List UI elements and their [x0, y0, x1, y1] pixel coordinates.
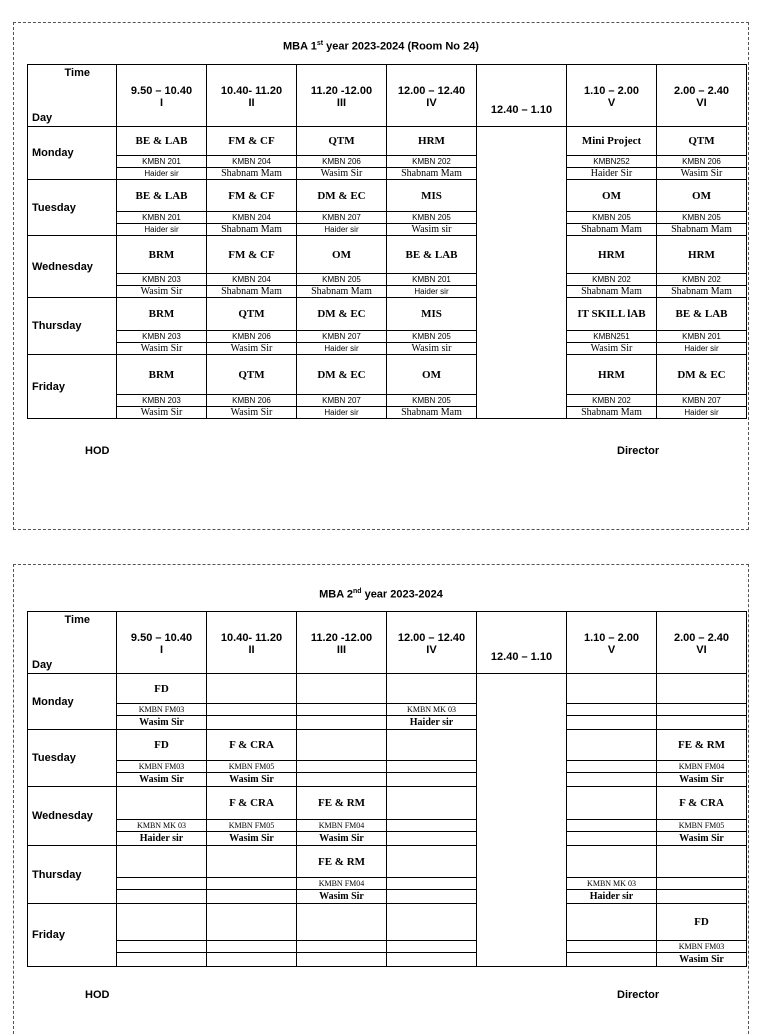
teacher-cell: Haider sir [567, 890, 657, 904]
subject-cell: DM & EC [297, 298, 387, 331]
subject-cell: QTM [207, 355, 297, 395]
teacher-cell: Haider sir [297, 224, 387, 236]
subject-cell: OM [387, 355, 477, 395]
course-code-cell: KMBN 203 [117, 274, 207, 286]
day-label-tuesday: Tuesday [28, 730, 117, 787]
time-slot-header: 1.10 – 2.00 [567, 65, 657, 97]
course-code-cell: KMBN MK 03 [567, 878, 657, 890]
teacher-cell: Shabnam Mam [657, 224, 747, 236]
teacher-cell: Wasim sir [387, 343, 477, 355]
teacher-cell: Wasim Sir [657, 168, 747, 180]
time-slot-header: 11.20 -12.00 [297, 612, 387, 644]
time-slot-header: 9.50 – 10.40 [117, 612, 207, 644]
course-code-cell: KMBN FM05 [207, 761, 297, 773]
day-label-wednesday: Wednesday [28, 787, 117, 846]
time-slot-header: 1.10 – 2.00 [567, 612, 657, 644]
course-code-cell: KMBN FM04 [297, 878, 387, 890]
subject-cell: FM & CF [207, 127, 297, 156]
teacher-cell [117, 890, 207, 904]
subject-cell: QTM [297, 127, 387, 156]
teacher-cell [117, 953, 207, 967]
teacher-cell: Wasim Sir [207, 343, 297, 355]
teacher-cell: Wasim Sir [117, 773, 207, 787]
course-code-cell [297, 941, 387, 953]
course-code-cell [567, 761, 657, 773]
teacher-cell: Haider sir [387, 716, 477, 730]
course-code-cell: KMBN FM03 [117, 761, 207, 773]
subject-cell: MIS [387, 180, 477, 212]
subject-cell [117, 904, 207, 941]
course-code-cell: KMBN 202 [657, 274, 747, 286]
teacher-cell: Wasim Sir [207, 832, 297, 846]
teacher-cell: Wasim Sir [117, 407, 207, 419]
teacher-cell: Wasim Sir [567, 343, 657, 355]
day-label-monday: Monday [28, 674, 117, 730]
course-code-cell [387, 941, 477, 953]
subject-cell: HRM [657, 236, 747, 274]
course-code-cell: KMBN252 [567, 156, 657, 168]
course-code-cell [207, 878, 297, 890]
course-code-cell: KMBN FM05 [207, 820, 297, 832]
course-code-cell: KMBN 204 [207, 156, 297, 168]
teacher-cell [387, 890, 477, 904]
period-number-header: III [297, 97, 387, 127]
subject-cell: OM [567, 180, 657, 212]
course-code-cell: KMBN 201 [657, 331, 747, 343]
time-slot-header: 2.00 – 2.40 [657, 612, 747, 644]
time-label: Time [64, 614, 90, 626]
period-number-header: V [567, 97, 657, 127]
subject-cell: FM & CF [207, 180, 297, 212]
subject-cell: HRM [387, 127, 477, 156]
time-slot-header: 9.50 – 10.40 [117, 65, 207, 97]
course-code-cell: KMBN 206 [207, 395, 297, 407]
subject-cell [387, 904, 477, 941]
subject-cell: FE & RM [297, 787, 387, 820]
subject-cell: BRM [117, 298, 207, 331]
teacher-cell: Haider sir [387, 286, 477, 298]
subject-cell [567, 674, 657, 704]
time-slot-header: 12.00 – 12.40 [387, 65, 477, 97]
course-code-cell: KMBN 205 [297, 274, 387, 286]
teacher-cell: Shabnam Mam [387, 407, 477, 419]
subject-cell: FE & RM [657, 730, 747, 761]
subject-cell [207, 846, 297, 878]
course-code-cell [297, 704, 387, 716]
subject-cell: F & CRA [207, 730, 297, 761]
course-code-cell: KMBN 205 [387, 212, 477, 224]
timetable-title: MBA 2nd year 2023-2024 [319, 588, 443, 601]
course-code-cell: KMBN 205 [387, 395, 477, 407]
course-code-cell [657, 704, 747, 716]
time-slot-header: 10.40- 11.20 [207, 65, 297, 97]
subject-cell: BRM [117, 355, 207, 395]
course-code-cell: KMBN 206 [297, 156, 387, 168]
day-label-friday: Friday [28, 355, 117, 419]
subject-cell [567, 846, 657, 878]
teacher-cell [387, 953, 477, 967]
subject-cell: Mini Project [567, 127, 657, 156]
teacher-cell: Wasim Sir [207, 773, 297, 787]
course-code-cell [567, 820, 657, 832]
subject-cell: FD [117, 674, 207, 704]
timetable-title: MBA 1st year 2023-2024 (Room No 24) [283, 40, 479, 53]
course-code-cell: KMBN FM04 [657, 761, 747, 773]
subject-cell: QTM [207, 298, 297, 331]
course-code-cell: KMBN FM05 [657, 820, 747, 832]
subject-cell: OM [657, 180, 747, 212]
teacher-cell: Shabnam Mam [207, 168, 297, 180]
subject-cell [207, 904, 297, 941]
course-code-cell [567, 704, 657, 716]
timetable-grid [27, 64, 747, 419]
subject-cell: OM [297, 236, 387, 274]
subject-cell [387, 846, 477, 878]
course-code-cell: KMBN 207 [297, 395, 387, 407]
teacher-cell: Wasim Sir [207, 407, 297, 419]
period-number-header: IV [387, 644, 477, 674]
lunch-break-slot: 12.40 – 1.10 [477, 612, 567, 674]
teacher-cell [207, 953, 297, 967]
course-code-cell: KMBN 201 [117, 212, 207, 224]
timetable-mba-1st-year [13, 22, 749, 530]
subject-cell [297, 730, 387, 761]
day-label-thursday: Thursday [28, 298, 117, 355]
teacher-cell: Shabnam Mam [207, 286, 297, 298]
time-day-corner-cell [28, 65, 117, 127]
course-code-cell: KMBN 207 [297, 331, 387, 343]
director-signature-label: Director [617, 445, 660, 457]
course-code-cell: KMBN 207 [657, 395, 747, 407]
subject-cell: QTM [657, 127, 747, 156]
time-label: Time [64, 67, 90, 79]
director-signature-label: Director [617, 989, 660, 1001]
teacher-cell: Wasim Sir [657, 773, 747, 787]
subject-cell: FE & RM [297, 846, 387, 878]
subject-cell: BE & LAB [117, 127, 207, 156]
teacher-cell: Wasim sir [387, 224, 477, 236]
teacher-cell: Wasim Sir [117, 716, 207, 730]
subject-cell [387, 787, 477, 820]
course-code-cell [387, 878, 477, 890]
teacher-cell [387, 832, 477, 846]
teacher-cell: Shabnam Mam [657, 286, 747, 298]
day-label: Day [32, 112, 53, 124]
course-code-cell: KMBN 201 [117, 156, 207, 168]
period-number-header: I [117, 97, 207, 127]
teacher-cell: Haider sir [117, 832, 207, 846]
teacher-cell [387, 773, 477, 787]
hod-signature-label: HOD [85, 989, 110, 1001]
teacher-cell: Shabnam Mam [387, 168, 477, 180]
teacher-cell: Haider sir [117, 168, 207, 180]
time-day-corner-cell [28, 612, 117, 674]
subject-cell [567, 730, 657, 761]
time-slot-header: 10.40- 11.20 [207, 612, 297, 644]
course-code-cell: KMBN 201 [387, 274, 477, 286]
teacher-cell [567, 773, 657, 787]
teacher-cell: Shabnam Mam [567, 224, 657, 236]
period-number-header: VI [657, 97, 747, 127]
period-number-header: IV [387, 97, 477, 127]
subject-cell [297, 674, 387, 704]
teacher-cell [657, 890, 747, 904]
timetable-grid [27, 611, 747, 967]
teacher-cell: Haider Sir [567, 168, 657, 180]
course-code-cell [567, 941, 657, 953]
course-code-cell [117, 878, 207, 890]
subject-cell: HRM [567, 355, 657, 395]
subject-cell [657, 674, 747, 704]
subject-cell [567, 904, 657, 941]
course-code-cell: KMBN251 [567, 331, 657, 343]
teacher-cell: Shabnam Mam [567, 407, 657, 419]
teacher-cell [567, 953, 657, 967]
course-code-cell: KMBN 203 [117, 331, 207, 343]
subject-cell: F & CRA [657, 787, 747, 820]
teacher-cell: Wasim Sir [297, 832, 387, 846]
course-code-cell: KMBN MK 03 [117, 820, 207, 832]
subject-cell [207, 674, 297, 704]
teacher-cell: Haider sir [657, 343, 747, 355]
course-code-cell: KMBN 202 [567, 395, 657, 407]
subject-cell: HRM [567, 236, 657, 274]
course-code-cell: KMBN 206 [207, 331, 297, 343]
timetable-mba-2nd-year [13, 564, 749, 1034]
teacher-cell: Wasim Sir [297, 890, 387, 904]
teacher-cell: Shabnam Mam [567, 286, 657, 298]
subject-cell: IT SKILL lAB [567, 298, 657, 331]
teacher-cell [657, 716, 747, 730]
teacher-cell: Haider sir [117, 224, 207, 236]
course-code-cell: KMBN MK 03 [387, 704, 477, 716]
subject-cell: F & CRA [207, 787, 297, 820]
day-label-friday: Friday [28, 904, 117, 967]
teacher-cell: Wasim Sir [117, 343, 207, 355]
period-number-header: II [207, 97, 297, 127]
course-code-cell: KMBN FM04 [297, 820, 387, 832]
teacher-cell: Wasim Sir [657, 832, 747, 846]
course-code-cell [387, 761, 477, 773]
teacher-cell: Haider sir [657, 407, 747, 419]
teacher-cell: Shabnam Mam [207, 224, 297, 236]
subject-cell: BRM [117, 236, 207, 274]
subject-cell: FD [117, 730, 207, 761]
course-code-cell: KMBN 207 [297, 212, 387, 224]
course-code-cell [207, 704, 297, 716]
subject-cell: BE & LAB [657, 298, 747, 331]
subject-cell: BE & LAB [387, 236, 477, 274]
course-code-cell [387, 820, 477, 832]
course-code-cell: KMBN 204 [207, 274, 297, 286]
subject-cell [297, 904, 387, 941]
course-code-cell [297, 761, 387, 773]
day-label-monday: Monday [28, 127, 117, 180]
period-number-header: II [207, 644, 297, 674]
teacher-cell [297, 773, 387, 787]
period-number-header: V [567, 644, 657, 674]
teacher-cell: Wasim Sir [297, 168, 387, 180]
subject-cell: FM & CF [207, 236, 297, 274]
subject-cell [387, 730, 477, 761]
subject-cell [657, 846, 747, 878]
subject-cell: BE & LAB [117, 180, 207, 212]
hod-signature-label: HOD [85, 445, 110, 457]
time-slot-header: 2.00 – 2.40 [657, 65, 747, 97]
course-code-cell: KMBN 202 [567, 274, 657, 286]
day-label-wednesday: Wednesday [28, 236, 117, 298]
day-label: Day [32, 659, 53, 671]
course-code-cell: KMBN 202 [387, 156, 477, 168]
day-label-thursday: Thursday [28, 846, 117, 904]
subject-cell [387, 674, 477, 704]
lunch-break-column [477, 674, 567, 967]
teacher-cell [567, 716, 657, 730]
subject-cell: DM & EC [297, 180, 387, 212]
lunch-break-column [477, 127, 567, 419]
teacher-cell [207, 890, 297, 904]
course-code-cell: KMBN 205 [657, 212, 747, 224]
teacher-cell: Shabnam Mam [297, 286, 387, 298]
course-code-cell: KMBN 206 [657, 156, 747, 168]
subject-cell: MIS [387, 298, 477, 331]
period-number-header: III [297, 644, 387, 674]
teacher-cell [297, 716, 387, 730]
course-code-cell [657, 878, 747, 890]
subject-cell: DM & EC [657, 355, 747, 395]
course-code-cell: KMBN 205 [387, 331, 477, 343]
time-slot-header: 12.00 – 12.40 [387, 612, 477, 644]
teacher-cell: Wasim Sir [117, 286, 207, 298]
subject-cell: FD [657, 904, 747, 941]
period-number-header: VI [657, 644, 747, 674]
lunch-break-slot: 12.40 – 1.10 [477, 65, 567, 127]
subject-cell [117, 787, 207, 820]
subject-cell [117, 846, 207, 878]
course-code-cell: KMBN FM03 [117, 704, 207, 716]
course-code-cell: KMBN 205 [567, 212, 657, 224]
course-code-cell: KMBN FM03 [657, 941, 747, 953]
teacher-cell: Haider sir [297, 343, 387, 355]
time-slot-header: 11.20 -12.00 [297, 65, 387, 97]
course-code-cell [117, 941, 207, 953]
teacher-cell [567, 832, 657, 846]
period-number-header: I [117, 644, 207, 674]
teacher-cell [207, 716, 297, 730]
course-code-cell: KMBN 203 [117, 395, 207, 407]
subject-cell: DM & EC [297, 355, 387, 395]
teacher-cell [297, 953, 387, 967]
teacher-cell: Haider sir [297, 407, 387, 419]
course-code-cell: KMBN 204 [207, 212, 297, 224]
day-label-tuesday: Tuesday [28, 180, 117, 236]
teacher-cell: Wasim Sir [657, 953, 747, 967]
course-code-cell [207, 941, 297, 953]
subject-cell [567, 787, 657, 820]
